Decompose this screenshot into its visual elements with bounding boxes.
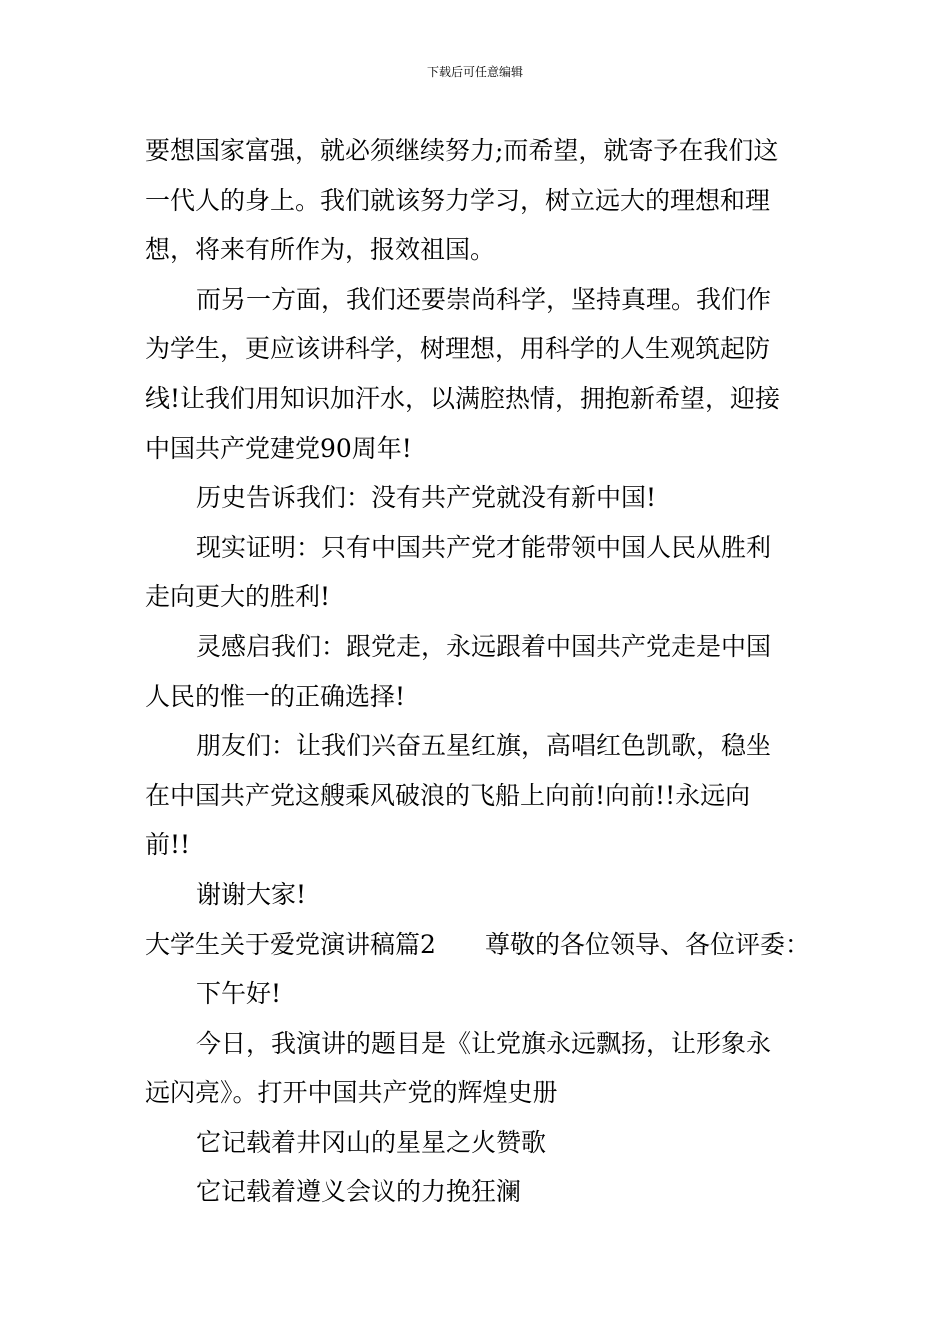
paragraph-line: 灵感启我们：跟党走，永远跟着中国共产党走是中国 (196, 631, 772, 661)
paragraph-line: 想，将来有所作为，报效祖国。 (145, 235, 496, 265)
paragraph-line: 它记载着井冈山的星星之火赞歌 (196, 1127, 547, 1157)
paragraph-line: 远闪亮》。打开中国共产党的辉煌史册 (145, 1078, 558, 1108)
paragraph-line: 在中国共产党这艘乘风破浪的飞船上向前!向前!!永远向 (145, 780, 751, 810)
paragraph-line: 现实证明：只有中国共产党才能带领中国人民从胜利 (196, 532, 772, 562)
paragraph-line: 朋友们：让我们兴奋五星红旗，高唱红色凯歌，稳坐 (196, 731, 772, 761)
paragraph-line: 今日，我演讲的题目是《让党旗永远飘扬，让形象永 (196, 1028, 772, 1058)
paragraph-line: 历史告诉我们：没有共产党就没有新中国! (196, 483, 657, 513)
paragraph-line: 它记载着遵义会议的力挽狂澜 (196, 1177, 522, 1207)
paragraph-line: 而另一方面，我们还要崇尚科学，坚持真理。我们作 (196, 284, 772, 314)
paragraph-line: 走向更大的胜利! (145, 582, 331, 612)
paragraph-line: 中国共产党建党90周年! (145, 433, 412, 463)
section-greeting: 尊敬的各位领导、各位评委： (484, 929, 810, 959)
paragraph-line: 人民的惟一的正确选择! (145, 681, 406, 711)
paragraph-line: 要想国家富强，就必须继续努力;而希望，就寄予在我们这 (145, 136, 779, 165)
section-heading-line (145, 920, 810, 970)
paragraph-line: 谢谢大家! (196, 879, 307, 909)
paragraph-line: 线!让我们用知识加汗水，以满腔热情，拥抱新希望，迎接 (145, 383, 781, 413)
paragraph-line: 前!! (145, 830, 191, 860)
paragraph-line: 下午好! (196, 979, 282, 1009)
section-title: 大学生关于爱党演讲稿篇2 (145, 929, 436, 959)
paragraph-line: 一代人的身上。我们就该努力学习，树立远大的理想和理 (145, 185, 771, 215)
page-header: 下载后可任意编辑 (426, 65, 523, 79)
document-body (145, 126, 810, 1217)
paragraph-line: 为学生，更应该讲科学，树理想，用科学的人生观筑起防 (145, 334, 771, 364)
